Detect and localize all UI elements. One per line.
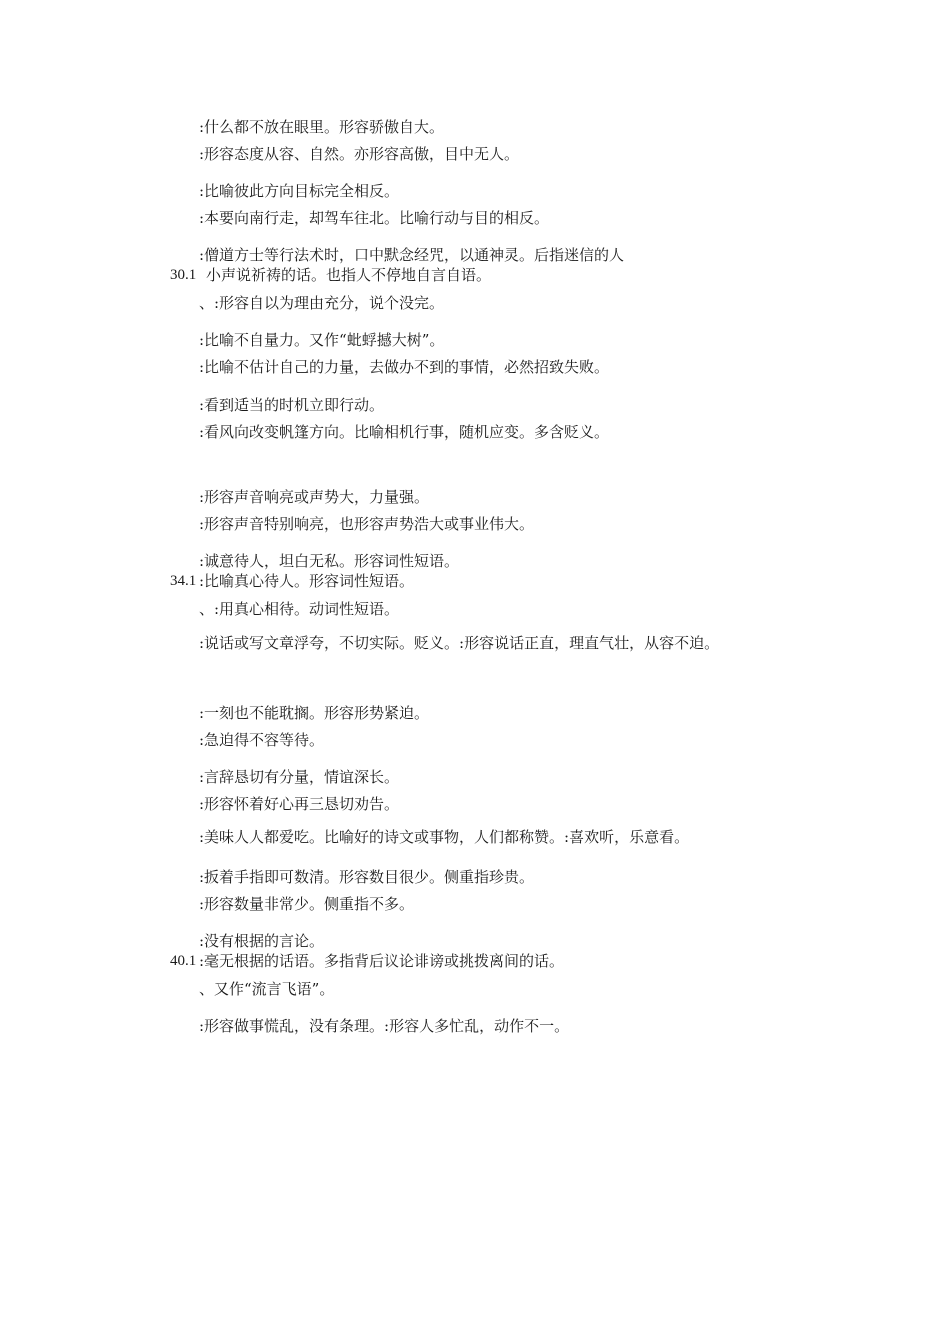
definition-line: 、又作“流言飞语”。 (199, 980, 335, 998)
definition-line: 小声说祈祷的话。也指人不停地自言自语。 (206, 266, 492, 284)
definition-line: :形容怀着好心再三恳切劝告。 (199, 795, 400, 813)
definition-line: :形容声音特别响亮，也形容声势浩大或事业伟大。 (199, 515, 535, 533)
definition-line: :美味人人都爱吃。比喻好的诗文或事物，人们都称赞。:喜欢听，乐意看。 (199, 828, 690, 846)
item-number: 34.1 (170, 573, 197, 589)
definition-line: :形容做事慌乱，没有条理。:形容人多忙乱，动作不一。 (199, 1017, 570, 1035)
definition-line: :看风向改变帆篷方向。比喻相机行事，随机应变。多含贬义。 (199, 423, 610, 441)
definition-line: :诚意待人，坦白无私。形容词性短语。 (199, 552, 460, 570)
definition-line: 、:用真心相待。动词性短语。 (199, 600, 400, 618)
definition-line: :比喻彼此方向目标完全相反。 (199, 182, 400, 200)
definition-line: :形容数量非常少。侧重指不多。 (199, 895, 415, 913)
definition-line: :僧道方士等行法术时，口中默念经咒，以通神灵。后指迷信的人 (199, 246, 625, 264)
item-number: 30.1 (170, 267, 197, 283)
definition-line: :一刻也不能耽搁。形容形势紧迫。 (199, 704, 430, 722)
definition-line: :说话或写文章浮夸，不切实际。贬义。:形容说话正直，理直气壮，从容不迫。 (199, 634, 720, 652)
definition-line: :比喻不估计自己的力量，去做办不到的事情，必然招致失败。 (199, 358, 610, 376)
definition-line: :毫无根据的话语。多指背后议论诽谤或挑拨离间的话。 (199, 952, 565, 970)
item-number: 40.1 (170, 953, 197, 969)
definition-line: :比喻不自量力。又作“蚍蜉撼大树”。 (199, 331, 445, 349)
definition-line: :扳着手指即可数清。形容数目很少。侧重指珍贵。 (199, 868, 535, 886)
definition-line: :形容声音响亮或声势大，力量强。 (199, 488, 430, 506)
definition-line: :急迫得不容等待。 (199, 731, 325, 749)
definition-line: :没有根据的言论。 (199, 932, 325, 950)
definition-line: :本要向南行走，却驾车往北。比喻行动与目的相反。 (199, 209, 550, 227)
definition-line: :看到适当的时机立即行动。 (199, 396, 385, 414)
definition-line: :形容态度从容、自然。亦形容高傲，目中无人。 (199, 145, 520, 163)
definition-line: :什么都不放在眼里。形容骄傲自大。 (199, 118, 445, 136)
definition-line: :言辞恳切有分量，情谊深长。 (199, 768, 400, 786)
definition-line: 、:形容自以为理由充分，说个没完。 (199, 294, 445, 312)
definition-line: :比喻真心待人。形容词性短语。 (199, 572, 415, 590)
